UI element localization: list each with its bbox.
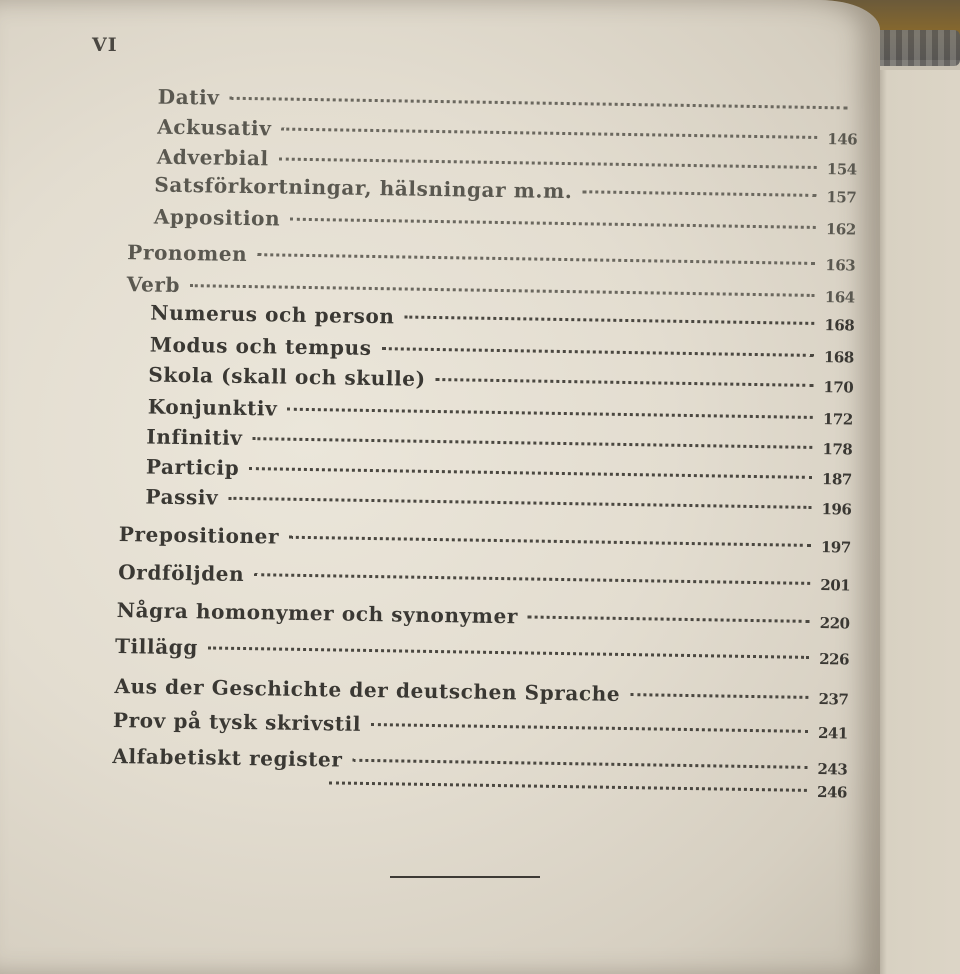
toc-label: Alfabetiskt register — [112, 743, 343, 772]
toc-page: 163 — [825, 256, 856, 275]
toc-page: 172 — [822, 410, 853, 429]
dot-leader — [229, 97, 847, 110]
dot-leader — [190, 284, 815, 297]
dot-leader — [228, 497, 811, 509]
toc-page: 162 — [825, 220, 856, 239]
dot-leader — [436, 378, 814, 387]
toc-entry — [118, 560, 850, 595]
dot-leader — [252, 437, 812, 449]
toc-page: 237 — [818, 690, 849, 709]
toc-page: 201 — [820, 576, 851, 595]
dot-leader — [630, 693, 808, 699]
dot-leader — [289, 536, 811, 547]
toc-entry — [148, 362, 853, 397]
toc-entry — [115, 634, 849, 670]
toc-label: Skola (skall och skulle) — [148, 362, 426, 391]
toc-page: 246 — [816, 783, 848, 802]
toc-page: 178 — [822, 440, 853, 459]
toc-page: 168 — [823, 348, 854, 367]
dot-leader — [528, 615, 810, 622]
dot-leader — [279, 158, 817, 169]
toc-page: 243 — [817, 760, 848, 779]
toc-label: Verb — [126, 272, 181, 297]
adjacent-page — [872, 70, 960, 974]
toc-entry — [112, 744, 847, 780]
page-number: VI — [92, 34, 118, 56]
toc-label: Infinitiv — [146, 424, 243, 450]
toc-entry — [113, 708, 848, 744]
toc-label: Adverbial — [156, 144, 269, 171]
dot-leader — [382, 347, 814, 357]
toc-label: Prov på tysk skrivstil — [112, 707, 362, 736]
dot-leader — [290, 218, 816, 229]
toc-page: 154 — [826, 160, 857, 179]
toc-label: Prepositioner — [118, 522, 280, 549]
toc-page: 157 — [826, 188, 857, 207]
toc-entry — [146, 454, 852, 489]
toc-entry — [158, 85, 858, 120]
toc-page: 241 — [817, 724, 848, 743]
toc-page: 196 — [821, 500, 852, 519]
toc-page: 164 — [824, 288, 855, 307]
dot-leader — [287, 408, 813, 419]
toc-entry — [127, 240, 855, 275]
toc-entry — [157, 115, 857, 150]
toc-label: Modus och tempus — [149, 332, 372, 360]
toc-entry — [146, 424, 852, 459]
dot-leader — [352, 759, 807, 769]
toc-page: 146 — [827, 130, 858, 149]
toc-entry — [145, 484, 851, 519]
end-rule-divider — [390, 876, 540, 878]
toc-label: Dativ — [157, 84, 220, 110]
toc-entry — [319, 775, 847, 801]
toc-page: 187 — [821, 470, 852, 489]
toc-label: Konjunktiv — [147, 394, 278, 421]
toc-page: 226 — [819, 650, 850, 669]
dot-leader — [405, 315, 815, 324]
dot-leader — [254, 573, 810, 585]
toc-label: Particip — [145, 454, 240, 480]
toc-label: Ackusativ — [157, 114, 272, 141]
toc-entry — [119, 522, 851, 557]
toc-entry — [154, 205, 856, 240]
dot-leader — [257, 253, 815, 265]
toc-label: Apposition — [153, 204, 281, 231]
toc-page: 170 — [823, 378, 854, 397]
dot-leader — [281, 128, 817, 139]
toc-label: Passiv — [145, 484, 219, 510]
toc-entry — [114, 674, 848, 710]
toc-label: Satsförkortningar, hälsningar m.m. — [154, 172, 573, 204]
dot-leader — [249, 467, 812, 479]
toc-page: 197 — [820, 538, 851, 557]
toc-page: 220 — [819, 614, 850, 633]
toc-label: Några homonymer och synonymer — [116, 598, 519, 629]
dot-leader — [208, 646, 809, 658]
toc-label: Aus der Geschichte der deutschen Sprache — [114, 673, 621, 706]
dot-leader — [329, 781, 807, 792]
dot-leader — [582, 190, 816, 197]
toc-entry — [148, 394, 853, 429]
toc-label: Numerus och person — [150, 300, 395, 329]
toc-entry — [116, 598, 849, 634]
toc-label: Pronomen — [127, 240, 248, 267]
toc-label: Ordföljden — [118, 560, 245, 587]
toc-label: Tillägg — [114, 633, 199, 660]
toc-entry — [150, 333, 854, 368]
dot-leader — [371, 723, 808, 733]
toc-page: 168 — [824, 316, 855, 335]
